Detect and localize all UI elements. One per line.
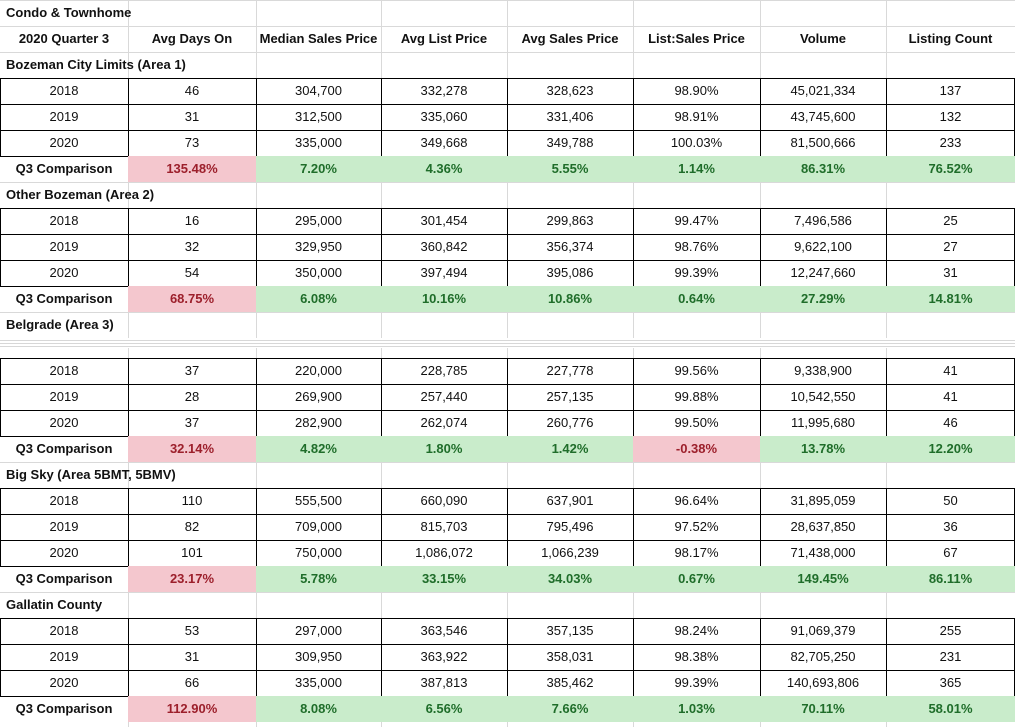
comparison-positive-cell[interactable]: 86.31% [760, 156, 886, 182]
section-title-row [0, 462, 1015, 488]
year-cell[interactable]: 2020 [49, 675, 79, 690]
value-cell[interactable]: 100.03% [670, 135, 723, 150]
comparison-positive-cell[interactable]: 10.86% [507, 286, 633, 312]
value-cell[interactable]: 9,338,900 [794, 363, 852, 378]
value-cell[interactable]: 54 [184, 265, 200, 280]
data-row [0, 384, 1015, 410]
comparison-positive-cell[interactable]: 7.66% [507, 696, 633, 722]
year-cell[interactable]: 2018 [49, 213, 79, 228]
value-cell[interactable]: 255 [939, 623, 962, 638]
comparison-positive-cell[interactable]: 1.42% [507, 436, 633, 462]
value-cell[interactable]: 99.39% [674, 265, 719, 280]
value-cell[interactable]: 50 [943, 493, 958, 508]
value-cell[interactable]: 328,623 [546, 83, 594, 98]
value-cell[interactable]: 282,900 [295, 415, 342, 430]
value-cell[interactable]: 395,086 [546, 265, 594, 280]
comparison-positive-cell[interactable]: 13.78% [760, 436, 886, 462]
comparison-label[interactable]: Q3 Comparison [15, 701, 113, 716]
comparison-label[interactable]: Q3 Comparison [15, 441, 113, 456]
section-title[interactable]: Big Sky (Area 5BMT, 5BMV) [6, 467, 176, 482]
value-cell[interactable]: 329,950 [295, 239, 342, 254]
comparison-negative-cell[interactable]: -0.38% [633, 436, 760, 462]
value-cell[interactable]: 98.76% [674, 239, 719, 254]
value-cell[interactable]: 257,440 [420, 389, 468, 404]
value-cell[interactable]: 304,700 [295, 83, 342, 98]
year-cell[interactable]: 2018 [49, 83, 79, 98]
value-cell[interactable]: 301,454 [420, 213, 468, 228]
value-cell[interactable]: 31 [184, 109, 200, 124]
comparison-positive-cell[interactable]: 58.01% [886, 696, 1015, 722]
year-cell[interactable]: 2019 [49, 239, 79, 254]
value-cell[interactable]: 31 [943, 265, 958, 280]
value-cell[interactable]: 228,785 [420, 363, 468, 378]
value-cell[interactable]: 555,500 [295, 493, 342, 508]
value-cell[interactable]: 16 [184, 213, 200, 228]
comparison-row [0, 566, 1015, 592]
data-row [0, 514, 1015, 540]
listing-count-header[interactable]: Listing Count [908, 31, 993, 46]
value-cell[interactable]: 397,494 [420, 265, 468, 280]
value-cell[interactable]: 31,895,059 [790, 493, 856, 508]
value-cell[interactable]: 233 [939, 135, 962, 150]
value-cell[interactable]: 46 [943, 415, 958, 430]
comparison-positive-cell[interactable]: 6.08% [256, 286, 381, 312]
value-cell[interactable]: 99.56% [674, 363, 719, 378]
comparison-positive-cell[interactable]: 0.64% [633, 286, 760, 312]
value-cell[interactable]: 332,278 [420, 83, 468, 98]
value-cell[interactable]: 358,031 [546, 649, 594, 664]
value-cell[interactable]: 750,000 [295, 545, 342, 560]
comparison-negative-cell[interactable]: 32.14% [128, 436, 256, 462]
section-title-row [0, 312, 1015, 338]
value-cell[interactable]: 297,000 [295, 623, 342, 638]
comparison-positive-cell[interactable]: 1.14% [633, 156, 760, 182]
value-cell[interactable]: 220,000 [295, 363, 342, 378]
year-cell[interactable]: 2019 [49, 649, 79, 664]
value-cell[interactable]: 66 [184, 675, 200, 690]
median-sales-price-header[interactable]: Median Sales Price [259, 31, 378, 46]
value-cell[interactable]: 53 [184, 623, 200, 638]
value-cell[interactable]: 709,000 [295, 519, 342, 534]
value-cell[interactable]: 260,776 [546, 415, 594, 430]
data-row [0, 644, 1015, 670]
comparison-positive-cell[interactable]: 12.20% [886, 436, 1015, 462]
comparison-label[interactable]: Q3 Comparison [15, 161, 113, 176]
value-cell[interactable]: 71,438,000 [790, 545, 856, 560]
avg-sales-price-header[interactable]: Avg Sales Price [521, 31, 619, 46]
value-cell[interactable]: 41 [943, 389, 958, 404]
year-cell[interactable]: 2019 [49, 389, 79, 404]
value-cell[interactable]: 99.47% [674, 213, 719, 228]
comparison-positive-cell[interactable]: 86.11% [886, 566, 1015, 592]
comparison-negative-cell[interactable]: 135.48% [128, 156, 256, 182]
year-cell[interactable]: 2020 [49, 265, 79, 280]
value-cell[interactable]: 660,090 [420, 493, 468, 508]
value-cell[interactable]: 132 [939, 109, 962, 124]
value-cell[interactable]: 1,086,072 [415, 545, 473, 560]
quarter-header[interactable]: 2020 Quarter 3 [18, 31, 110, 46]
year-cell[interactable]: 2020 [49, 415, 79, 430]
value-cell[interactable]: 360,842 [420, 239, 468, 254]
value-cell[interactable]: 98.17% [674, 545, 719, 560]
data-row [0, 488, 1015, 514]
value-cell[interactable]: 269,900 [295, 389, 342, 404]
value-cell[interactable]: 387,813 [420, 675, 468, 690]
data-row [0, 540, 1015, 566]
value-cell[interactable]: 350,000 [295, 265, 342, 280]
comparison-negative-cell[interactable]: 112.90% [128, 696, 256, 722]
value-cell[interactable]: 110 [181, 493, 203, 508]
header-row [0, 26, 1015, 52]
section-title[interactable]: Bozeman City Limits (Area 1) [6, 57, 186, 72]
data-row [0, 410, 1015, 436]
value-cell[interactable]: 349,788 [546, 135, 594, 150]
value-cell[interactable]: 98.91% [674, 109, 719, 124]
value-cell[interactable]: 37 [184, 363, 200, 378]
data-row [0, 618, 1015, 644]
comparison-positive-cell[interactable]: 0.67% [633, 566, 760, 592]
value-cell[interactable]: 99.50% [674, 415, 719, 430]
comparison-positive-cell[interactable]: 8.08% [256, 696, 381, 722]
value-cell[interactable]: 349,668 [420, 135, 468, 150]
comparison-positive-cell[interactable]: 14.81% [886, 286, 1015, 312]
volume-header[interactable]: Volume [800, 31, 846, 46]
value-cell[interactable]: 140,693,806 [786, 675, 860, 690]
comparison-negative-cell[interactable]: 23.17% [128, 566, 256, 592]
comparison-positive-cell[interactable]: 70.11% [760, 696, 886, 722]
comparison-positive-cell[interactable]: 4.36% [381, 156, 507, 182]
list-sales-price-header[interactable]: List:Sales Price [648, 31, 745, 46]
data-row [0, 130, 1015, 156]
data-row [0, 670, 1015, 696]
section-title-row [0, 592, 1015, 618]
value-cell[interactable]: 96.64% [674, 493, 719, 508]
year-cell[interactable]: 2018 [49, 363, 79, 378]
comparison-negative-cell[interactable]: 68.75% [128, 286, 256, 312]
comparison-positive-cell[interactable]: 76.52% [886, 156, 1015, 182]
value-cell[interactable]: 43,745,600 [790, 109, 856, 124]
value-cell[interactable]: 98.38% [674, 649, 719, 664]
value-cell[interactable]: 335,060 [420, 109, 468, 124]
value-cell[interactable]: 7,496,586 [794, 213, 852, 228]
value-cell[interactable]: 98.24% [674, 623, 719, 638]
data-row [0, 260, 1015, 286]
value-cell[interactable]: 309,950 [295, 649, 342, 664]
comparison-positive-cell[interactable]: 33.15% [381, 566, 507, 592]
value-cell[interactable]: 91,069,379 [790, 623, 856, 638]
value-cell[interactable]: 295,000 [295, 213, 342, 228]
value-cell[interactable]: 32 [184, 239, 200, 254]
year-cell[interactable]: 2020 [49, 135, 79, 150]
comparison-row [0, 286, 1015, 312]
value-cell[interactable]: 1,066,239 [541, 545, 599, 560]
value-cell[interactable]: 331,406 [546, 109, 594, 124]
value-cell[interactable]: 99.39% [674, 675, 719, 690]
comparison-positive-cell[interactable]: 5.55% [507, 156, 633, 182]
section-title[interactable]: Gallatin County [6, 597, 103, 612]
value-cell[interactable]: 356,374 [546, 239, 594, 254]
value-cell[interactable]: 335,000 [295, 135, 342, 150]
comparison-positive-cell[interactable]: 5.78% [256, 566, 381, 592]
data-row [0, 104, 1015, 130]
data-row [0, 78, 1015, 104]
data-row [0, 208, 1015, 234]
comparison-label[interactable]: Q3 Comparison [15, 571, 113, 586]
value-cell[interactable]: 363,546 [420, 623, 468, 638]
value-cell[interactable]: 67 [943, 545, 958, 560]
sheet-title-row [0, 0, 1015, 26]
value-cell[interactable]: 357,135 [546, 623, 594, 638]
value-cell[interactable]: 9,622,100 [794, 239, 852, 254]
comparison-row [0, 156, 1015, 182]
value-cell[interactable]: 37 [184, 415, 200, 430]
value-cell[interactable]: 81,500,666 [790, 135, 856, 150]
comparison-positive-cell[interactable]: 10.16% [381, 286, 507, 312]
value-cell[interactable]: 82,705,250 [790, 649, 856, 664]
value-cell[interactable]: 82 [184, 519, 200, 534]
section-title[interactable]: Belgrade (Area 3) [6, 317, 114, 332]
value-cell[interactable]: 795,496 [546, 519, 594, 534]
value-cell[interactable]: 97.52% [674, 519, 719, 534]
comparison-row [0, 696, 1015, 722]
value-cell[interactable]: 27 [943, 239, 958, 254]
value-cell[interactable]: 365 [939, 675, 962, 690]
value-cell[interactable]: 815,703 [420, 519, 468, 534]
comparison-positive-cell[interactable]: 1.80% [381, 436, 507, 462]
value-cell[interactable]: 28 [184, 389, 200, 404]
value-cell[interactable]: 385,462 [546, 675, 594, 690]
value-cell[interactable]: 36 [943, 519, 958, 534]
avg-list-price-header[interactable]: Avg List Price [400, 31, 488, 46]
comparison-row [0, 436, 1015, 462]
section-title[interactable]: Other Bozeman (Area 2) [6, 187, 155, 202]
value-cell[interactable]: 31 [184, 649, 200, 664]
section-title-row [0, 182, 1015, 208]
value-cell[interactable]: 227,778 [546, 363, 594, 378]
value-cell[interactable]: 45,021,334 [790, 83, 856, 98]
year-cell[interactable]: 2020 [49, 545, 79, 560]
comparison-positive-cell[interactable]: 1.03% [633, 696, 760, 722]
value-cell[interactable]: 12,247,660 [790, 265, 856, 280]
sheet-title[interactable]: Condo & Townhome [6, 5, 132, 20]
value-cell[interactable]: 98.90% [674, 83, 719, 98]
comparison-positive-cell[interactable]: 27.29% [760, 286, 886, 312]
year-cell[interactable]: 2018 [49, 623, 79, 638]
value-cell[interactable]: 262,074 [420, 415, 468, 430]
value-cell[interactable]: 99.88% [674, 389, 719, 404]
value-cell[interactable]: 101 [181, 545, 203, 560]
data-row [0, 358, 1015, 384]
value-cell[interactable]: 41 [943, 363, 958, 378]
value-cell[interactable]: 46 [184, 83, 200, 98]
value-cell[interactable]: 11,995,680 [790, 415, 856, 430]
year-cell[interactable]: 2018 [49, 493, 79, 508]
value-cell[interactable]: 312,500 [295, 109, 342, 124]
comparison-positive-cell[interactable]: 34.03% [507, 566, 633, 592]
value-cell[interactable]: 231 [939, 649, 962, 664]
frozen-pane-divider[interactable] [0, 338, 1015, 348]
comparison-positive-cell[interactable]: 6.56% [381, 696, 507, 722]
comparison-positive-cell[interactable]: 7.20% [256, 156, 381, 182]
value-cell[interactable]: 73 [184, 135, 200, 150]
comparison-label[interactable]: Q3 Comparison [15, 291, 113, 306]
comparison-positive-cell[interactable]: 4.82% [256, 436, 381, 462]
value-cell[interactable]: 335,000 [295, 675, 342, 690]
value-cell[interactable]: 25 [943, 213, 958, 228]
year-cell[interactable]: 2019 [49, 519, 79, 534]
data-row [0, 234, 1015, 260]
year-cell[interactable]: 2019 [49, 109, 79, 124]
value-cell[interactable]: 28,637,850 [790, 519, 856, 534]
value-cell[interactable]: 299,863 [546, 213, 594, 228]
value-cell[interactable]: 637,901 [546, 493, 594, 508]
comparison-positive-cell[interactable]: 149.45% [760, 566, 886, 592]
avg-days-on-header[interactable]: Avg Days On [151, 31, 233, 46]
value-cell[interactable]: 363,922 [420, 649, 468, 664]
value-cell[interactable]: 257,135 [546, 389, 594, 404]
section-title-row [0, 52, 1015, 78]
value-cell[interactable]: 137 [939, 83, 962, 98]
value-cell[interactable]: 10,542,550 [790, 389, 856, 404]
